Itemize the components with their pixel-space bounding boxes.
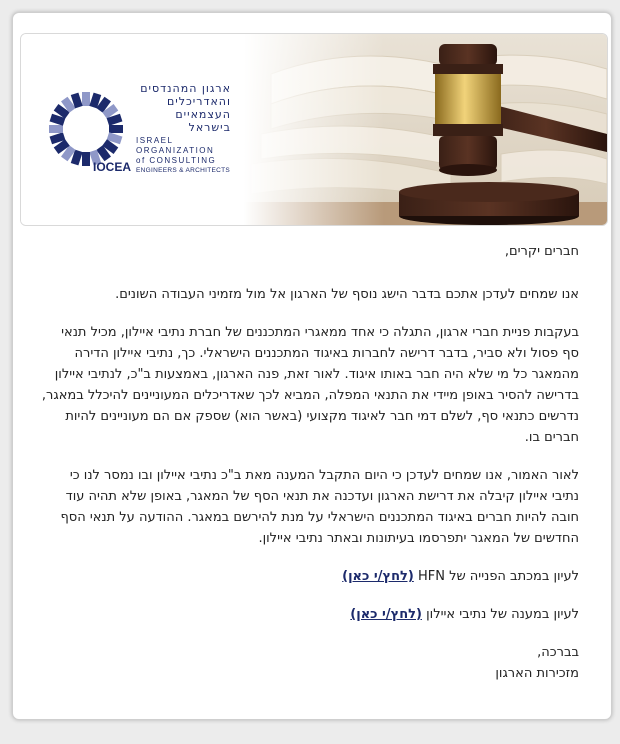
ring-segment xyxy=(82,92,90,106)
logo-hebrew-line: העצמאיים xyxy=(175,108,231,121)
link-line-1 xyxy=(41,566,579,587)
ring-segment xyxy=(49,125,63,133)
greeting: חברים יקרים, xyxy=(504,244,579,259)
link-line-2 xyxy=(41,604,579,625)
logo-hebrew-line: והאדריכלים xyxy=(166,95,231,108)
ring-segment xyxy=(109,125,123,133)
logo-english xyxy=(136,136,231,176)
ring-segment xyxy=(82,152,90,166)
logo-hebrew-line: בישראל xyxy=(188,121,231,134)
link-2-click-here[interactable]: (לחץ/י כאן) xyxy=(350,607,422,622)
body-paragraph-2: לאור האמור, אנו שמחים לעדכן כי היום התקבל המענה מאת ב"כ נתיבי איילון ובו נמסר לנו כי נתיבי איילון קיבלה את דרישת הארגון ועדכנה את תנאי הסף של המאגר, באופן שלא תהיה עוד חובה להיות חברים באיגוד המתכננים הישראלי על מנת להירשם במאגר. ההודעה על תנאי הסף החדשים של המאגר יתפרסמו בעיתונות ובאתר נתיבי איילון. xyxy=(60,468,579,546)
logo-acronym: IOCEA xyxy=(93,160,132,174)
signature: מזכירות הארגון xyxy=(495,666,579,681)
logo-english-line: ENGINEERS & ARCHITECTS xyxy=(136,167,231,174)
closing: בברכה, xyxy=(537,645,579,660)
signature-block xyxy=(41,642,579,684)
logo-english-line: ORGANIZATION xyxy=(136,146,215,155)
link-2-text: לעיון במענה של נתיבי איילון xyxy=(426,607,579,622)
logo-hebrew xyxy=(136,82,231,134)
logo-hebrew-line: ארגון המהנדסים xyxy=(140,82,231,95)
logo-english-line: of CONSULTING xyxy=(136,156,217,165)
link-1-click-here[interactable]: (לחץ/י כאן) xyxy=(342,569,414,584)
body-paragraph-1: בעקבות פניית חברי ארגון, התגלה כי אחד ממאגרי המתכננים של חברת נתיבי איילון, מכיל תנאי סף פסול ולא סביר, בדבר דרישה לחברות באיגוד המתכננים הישראלי. כך, נתיבי איילון הדירה מהמאגר כל מי שלא היה חבר באותו איגוד. לאור זאת, פנה הארגון, באמצעות ב"כ, לנתיבי איילון בדרישה להסיר באופן מיידי את התנאי המפלה, המביא לכך שאדריכלים המעוניינים להיכלל במאגר, נדרשים כתנאי סף, לשלם דמי חבר לאיגוד מקצועי (באשר הוא) שספק אם הם מעוניינים להיות חברים בו. xyxy=(41,325,579,445)
letter-body xyxy=(41,241,579,701)
banner-graphic xyxy=(21,34,607,225)
logo-english-line: ISRAEL xyxy=(136,136,174,145)
header-banner xyxy=(20,33,608,226)
logo-text xyxy=(136,82,231,176)
link-1-text: לעיון במכתב הפנייה של HFN xyxy=(417,569,579,584)
intro-paragraph: אנו שמחים לעדכן אתכם בדבר הישג נוסף של הארגון אל מול מזמיני העבודה השונים. xyxy=(115,287,579,302)
email-card xyxy=(12,12,612,720)
